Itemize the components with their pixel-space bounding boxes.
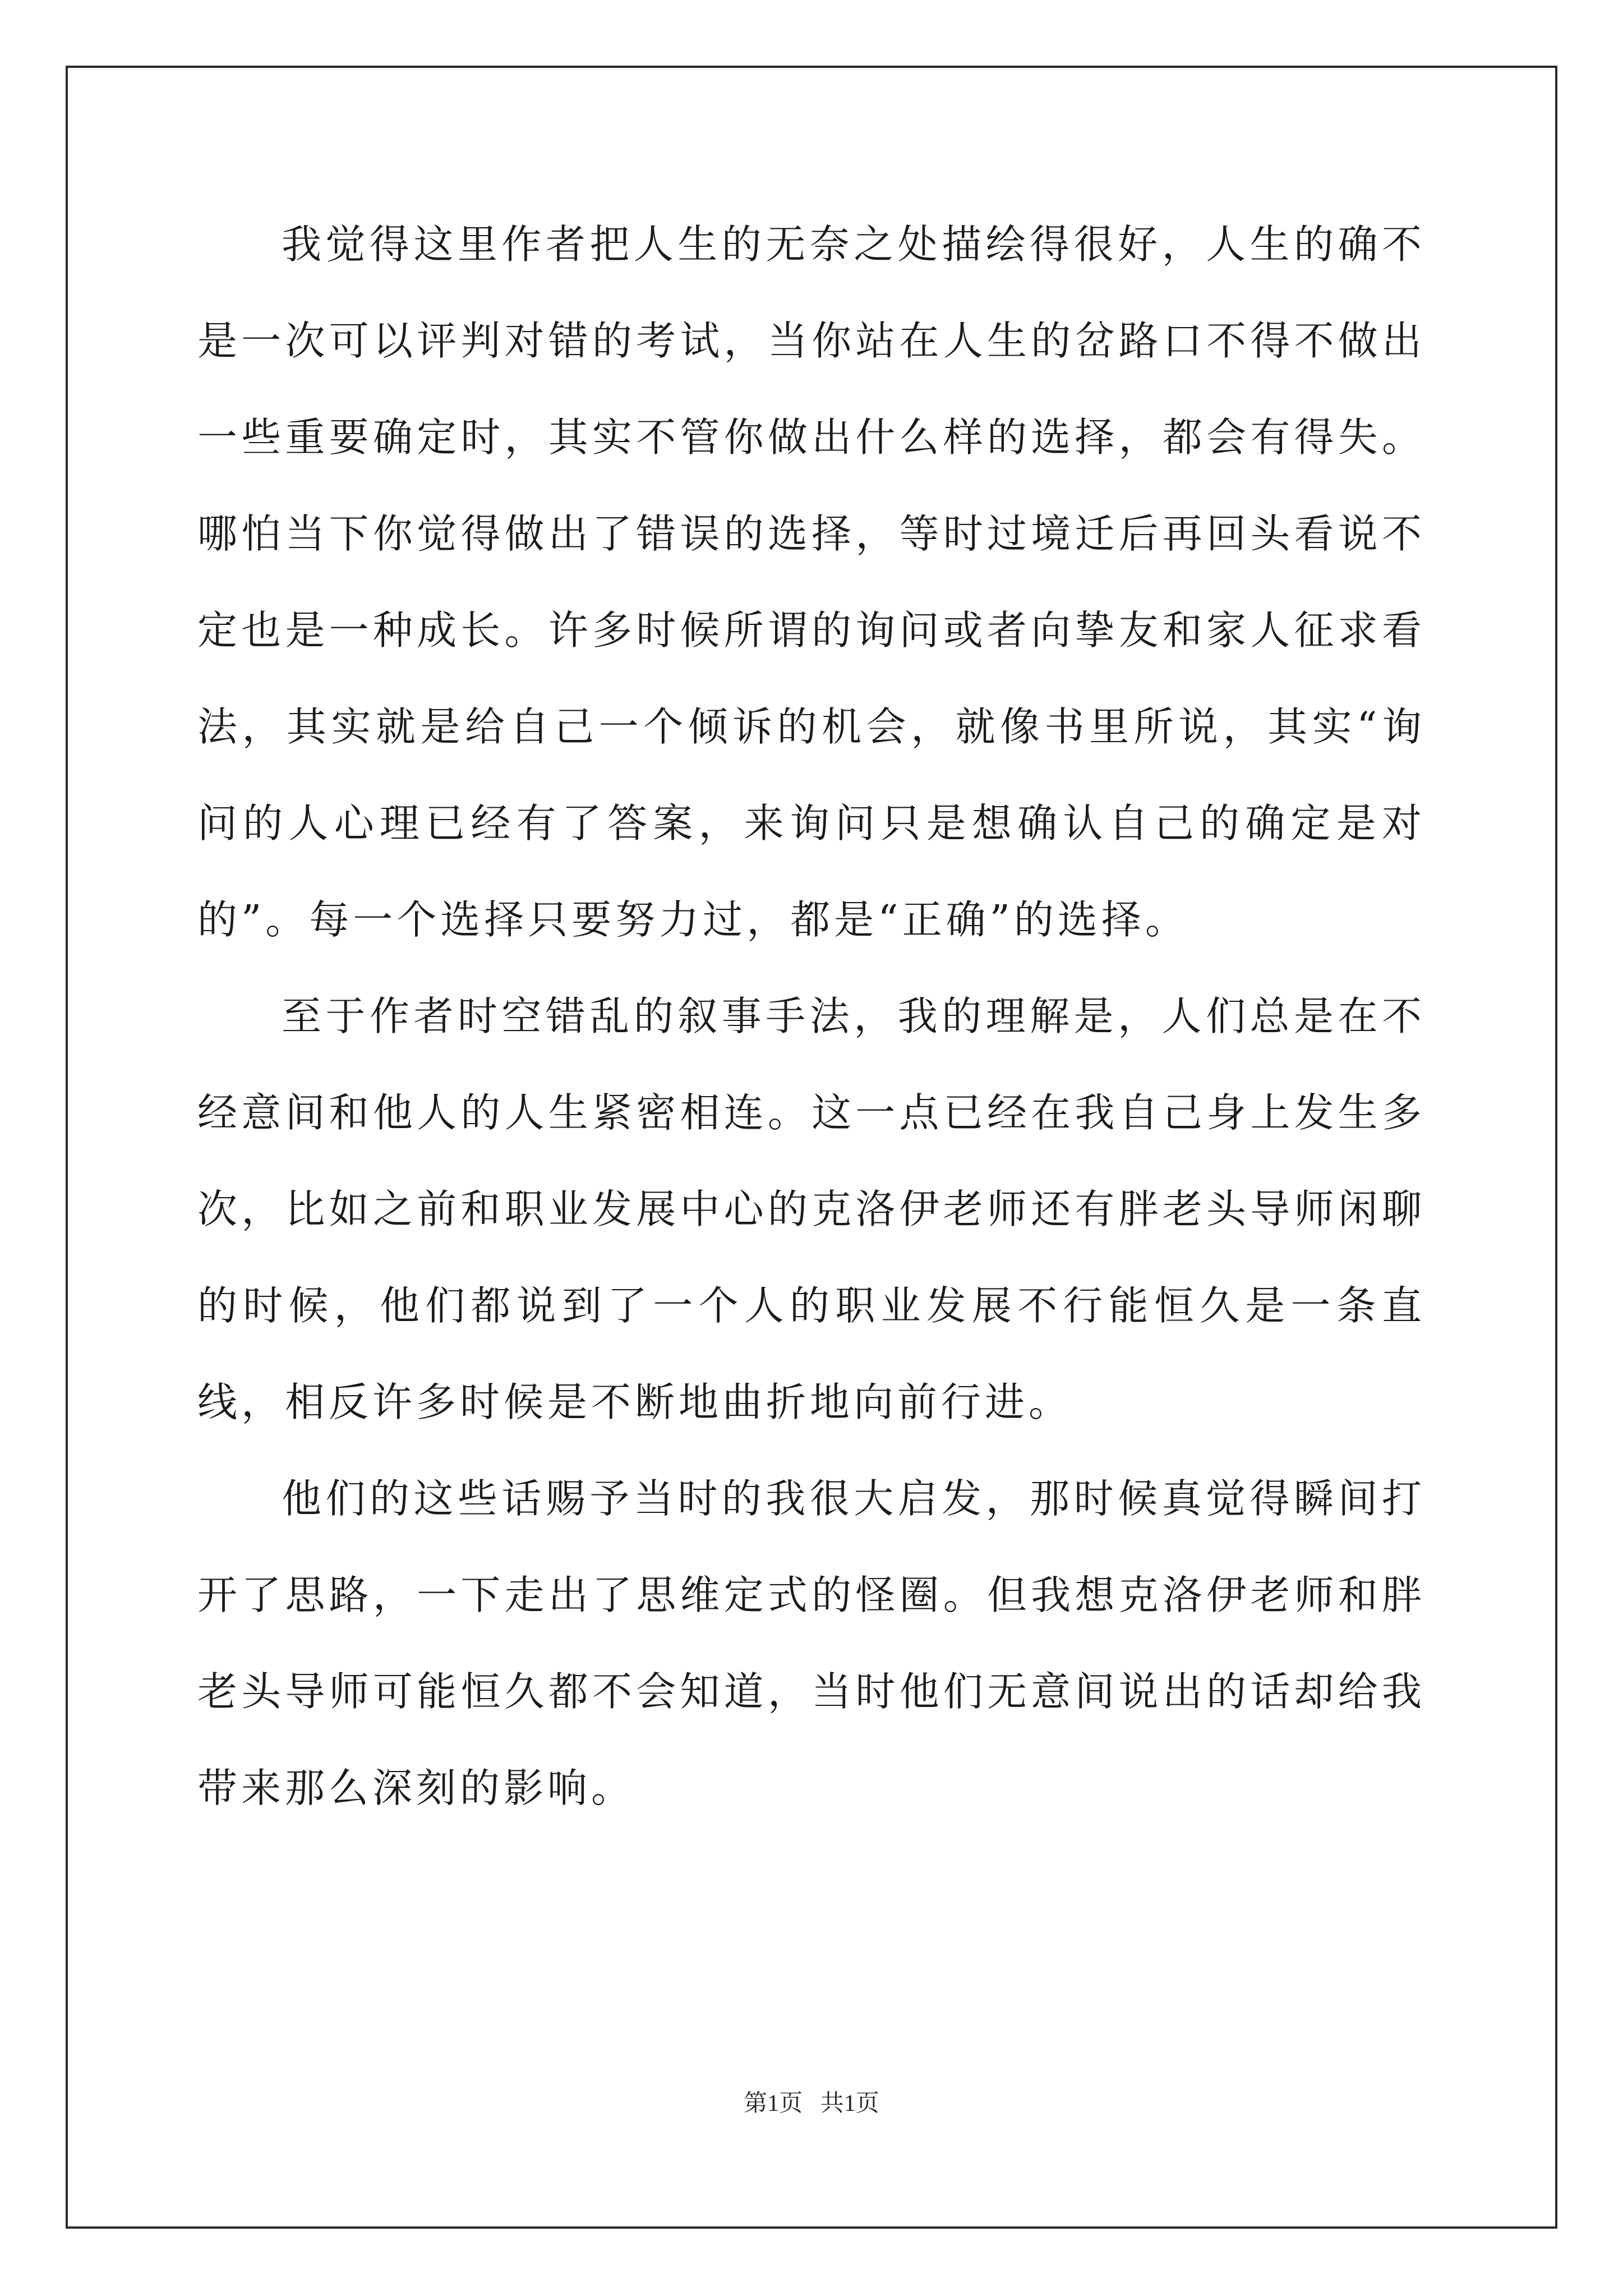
paragraph-3: 他们的这些话赐予当时的我很大启发，那时候真觉得瞬间打开了思路，一下走出了思维定式的怪圈。但我想克洛伊老师和胖老头导师可能恒久都不会知道，当时他们无意间说出的话却给我带来那么深刻的影响。 xyxy=(197,1475,1426,1811)
paragraph-1: 我觉得这里作者把人生的无奈之处描绘得很好，人生的确不是一次可以评判对错的考试，当你站在人生的岔路口不得不做出一些重要确定时，其实不管你做出什么样的选择，都会有得失。哪怕当下你觉得做出了错误的选择，等时过境迁后再回头看说不定也是一种成长。许多时候所谓的询问或者向挚友和家人征求看法，其实就是给自己一个倾诉的机会，就像书里所说，其实“询问的人心理已经有了答案，来询问只是想确认自己的确定是对的”。每一个选择只要努力过，都是“正确”的选择。 xyxy=(197,221,1426,943)
document-body xyxy=(197,196,1426,1837)
paragraph-2: 至于作者时空错乱的叙事手法，我的理解是，人们总是在不经意间和他人的人生紧密相连。这一点已经在我自己身上发生多次，比如之前和职业发展中心的克洛伊老师还有胖老头导师闲聊的时候，他们都说到了一个人的职业发展不行能恒久是一条直线，相反许多时候是不断地曲折地向前行进。 xyxy=(197,993,1426,1425)
page-number-footer: 第1页 共1页 xyxy=(744,2091,879,2116)
